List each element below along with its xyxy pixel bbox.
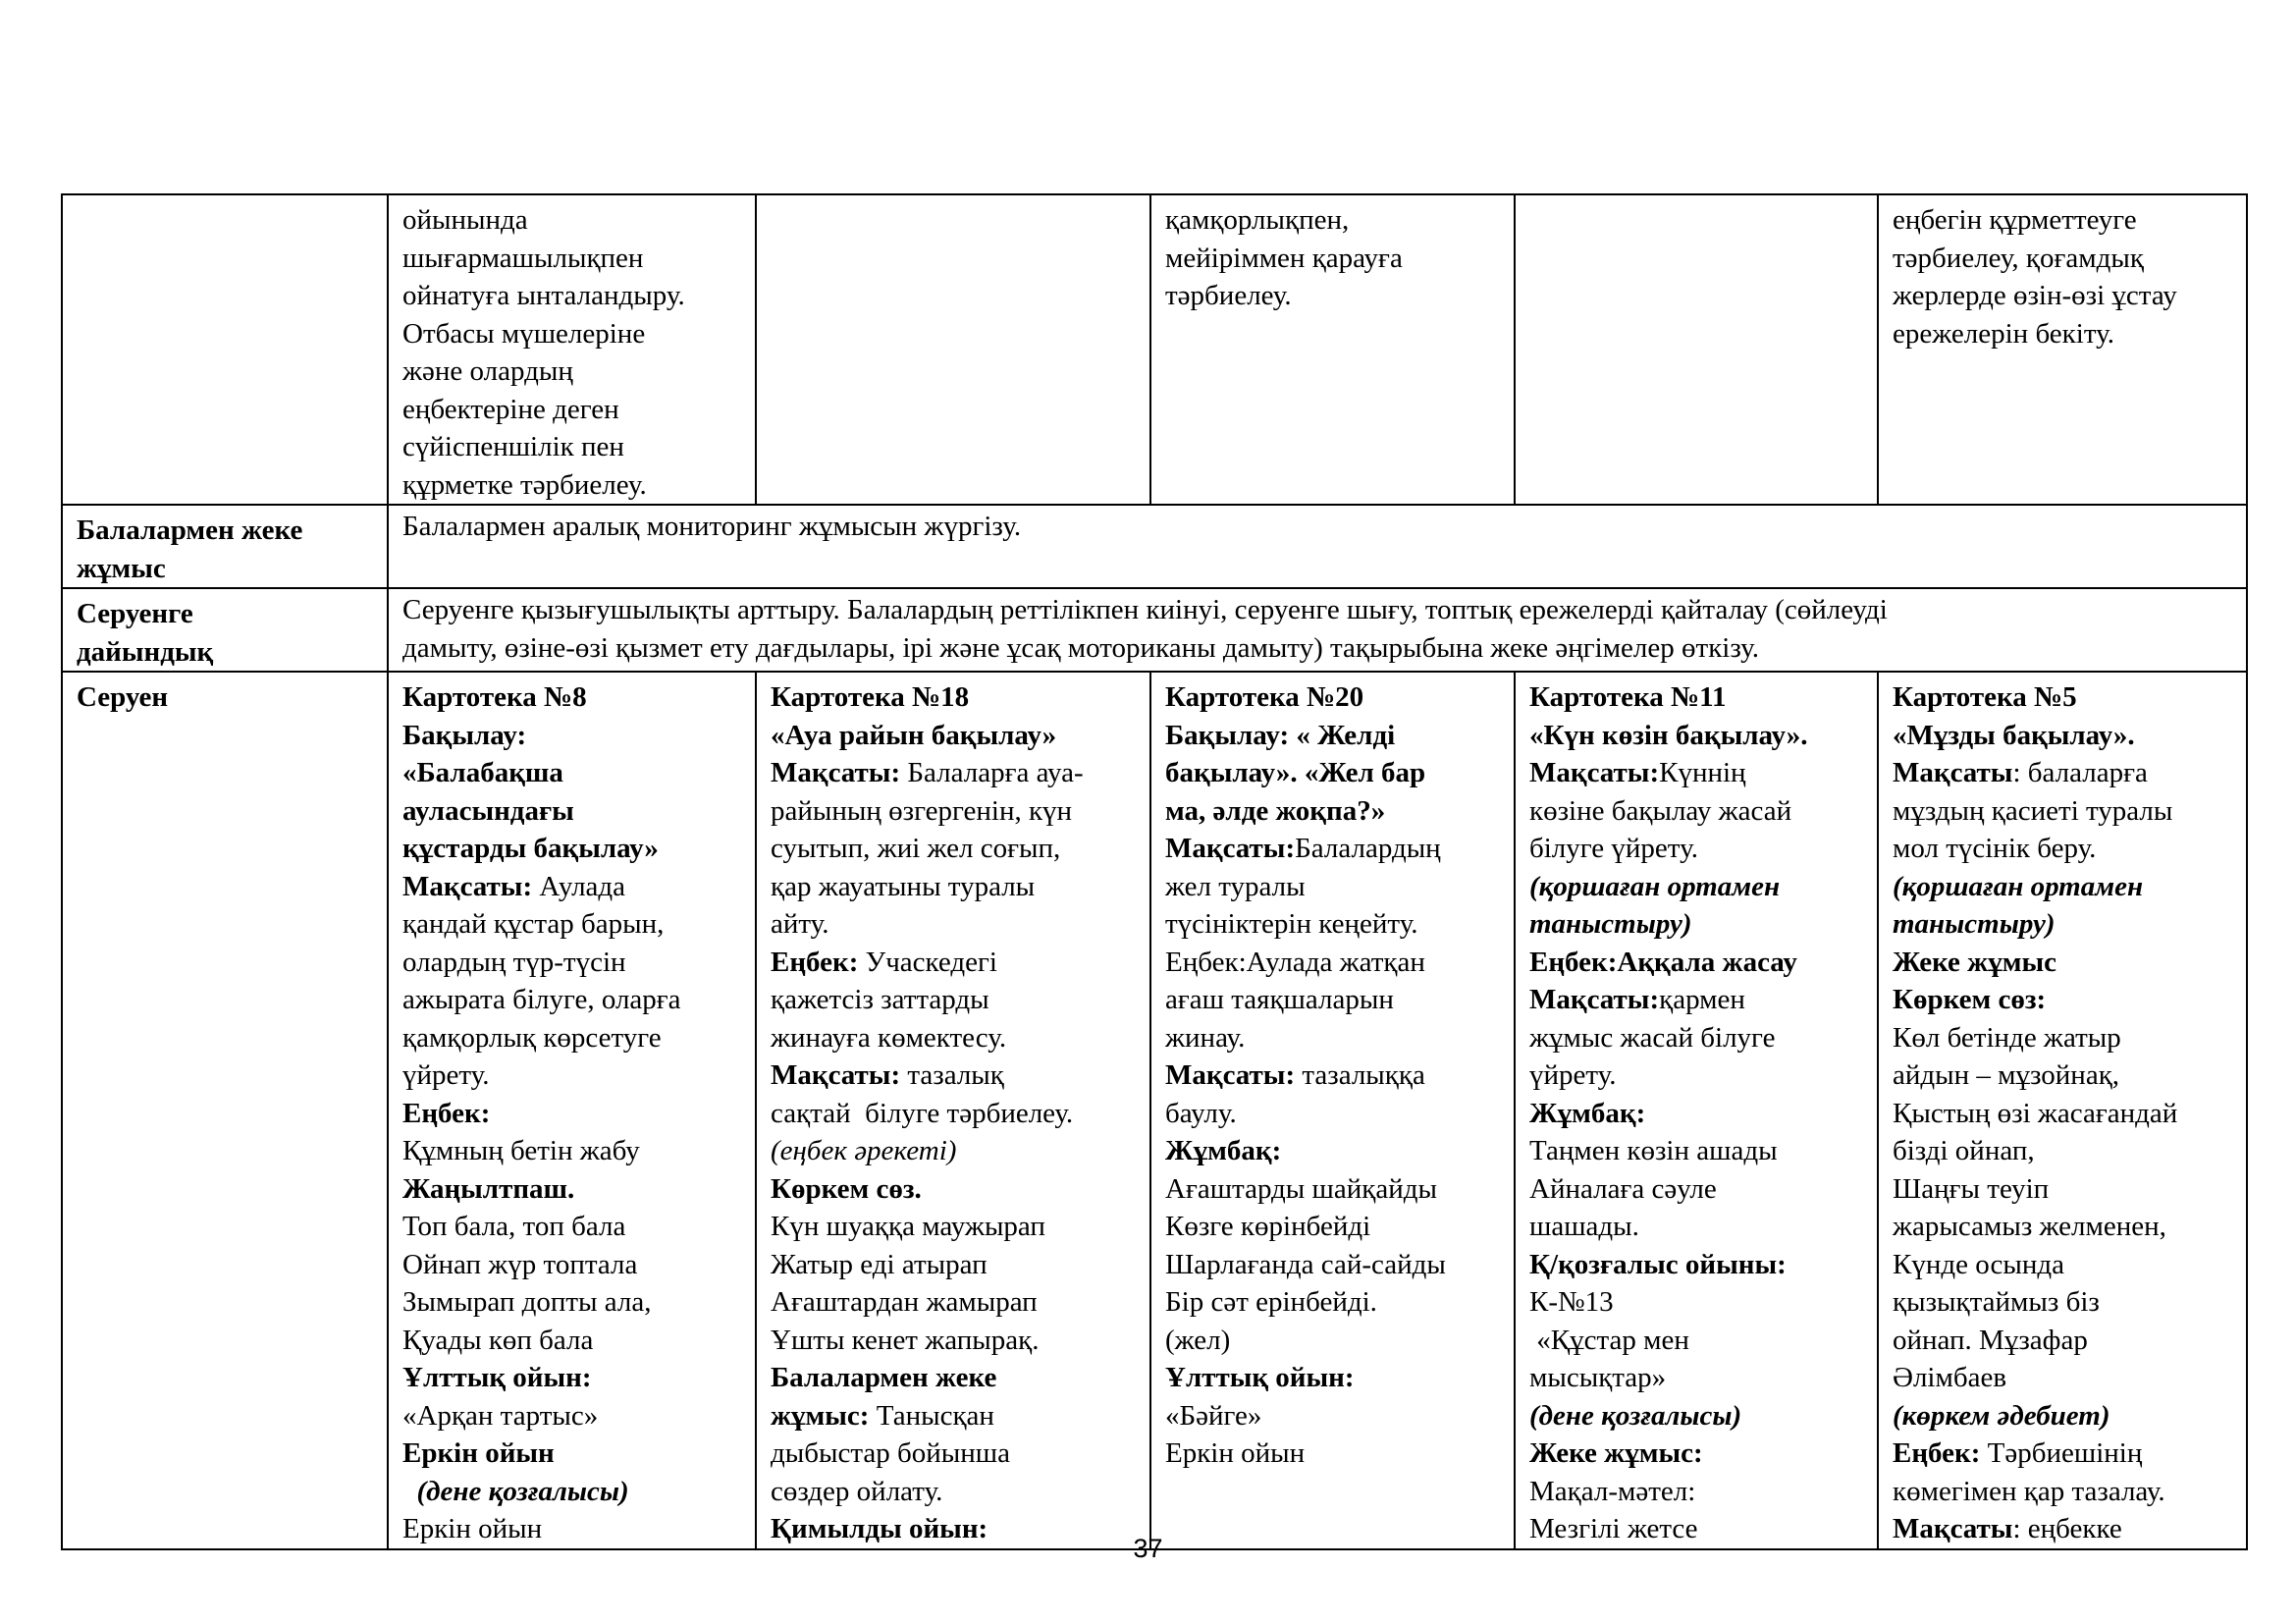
text-line [1893, 1397, 2232, 1435]
text-line [771, 678, 1136, 717]
text-line [1893, 754, 2232, 792]
text-line [1165, 678, 1500, 717]
text-line [1165, 1095, 1500, 1133]
text-run: Мақсаты: [771, 757, 901, 788]
text-line [1893, 1435, 2232, 1473]
walk-cell [1515, 672, 1878, 1549]
text-line [771, 1359, 1136, 1397]
walk-cell [1150, 672, 1515, 1549]
text-run: Мақсаты [1893, 1513, 2013, 1544]
text-run: мол түсінік беру. [1893, 833, 2097, 864]
text-run: жинауға көмектесу. [771, 1021, 1007, 1054]
text-run: «Мұзды бақылау». [1893, 719, 2135, 751]
text-run: ойнап. Мұзафар [1893, 1324, 2088, 1356]
text-line [1529, 830, 1863, 868]
text-line [1529, 868, 1863, 906]
text-line [1529, 792, 1863, 831]
text-line [1529, 1208, 1863, 1246]
text-line [771, 717, 1136, 755]
text-run: Бақылау: « Желді [1165, 719, 1396, 751]
text-run: Балалардың [1295, 833, 1441, 864]
text-run: жинау. [1165, 1021, 1246, 1054]
text-run: райының өзгергенін, күн [771, 794, 1073, 827]
text-line [771, 1246, 1136, 1284]
text-run: Әлімбаев [1893, 1362, 2007, 1393]
text-run: Құмның бетін жабу [402, 1135, 640, 1166]
cell [388, 194, 756, 505]
text-line [1893, 1019, 2232, 1057]
text-line: ойнатуға ынталандыру. [402, 280, 685, 311]
walk-cell [756, 672, 1150, 1549]
text-line [402, 1132, 741, 1170]
text-run: үйрету. [402, 1059, 490, 1091]
text-line [771, 1397, 1136, 1435]
text-line [402, 1056, 741, 1095]
text-line [1893, 830, 2232, 868]
walk-row [62, 672, 2247, 1549]
text-line: еңбектеріне деген [402, 393, 619, 425]
text-line [1893, 905, 2232, 944]
row-content [388, 588, 2247, 672]
text-run: : балаларға [2012, 757, 2148, 788]
text-run: ағаш таяқшаларын [1165, 984, 1394, 1015]
text-run: Мақсаты: [1529, 984, 1660, 1015]
text-run: олардың түр-түсін [402, 946, 626, 978]
text-run: Еңбек: [402, 1097, 491, 1129]
text-run: қамқорлық көрсетуге [402, 1021, 662, 1054]
text-line [1165, 1283, 1500, 1322]
text-run: көмегімен қар тазалау. [1893, 1475, 2165, 1507]
text-run: қызықтаймыз біз [1893, 1286, 2100, 1318]
text-line [402, 1095, 741, 1133]
walk-cell [388, 672, 756, 1549]
text-line [402, 830, 741, 868]
text-run: Таңмен көзін ашады [1529, 1135, 1778, 1166]
text-line [1893, 1473, 2232, 1511]
text-line [771, 981, 1136, 1019]
text-line [1893, 1132, 2232, 1170]
text-run: ауласындағы [402, 794, 574, 827]
text-line [771, 830, 1136, 868]
text-line [771, 1322, 1136, 1360]
text-run: Ойнап жүр топтала [402, 1248, 638, 1280]
text-line: мейіріммен қарауға [1165, 242, 1403, 274]
text-run: К-№13 [1529, 1286, 1614, 1318]
text-line [1893, 1359, 2232, 1397]
text-run: бізді ойнап, [1893, 1135, 2035, 1166]
text-line [771, 792, 1136, 831]
cell [1515, 194, 1878, 505]
text-run: Қ/қозғалыс ойыны: [1529, 1248, 1787, 1280]
text-run: «Арқан тартыс» [402, 1399, 599, 1432]
text-line [1529, 1397, 1863, 1435]
text-line [1529, 1435, 1863, 1473]
text-line [402, 1397, 741, 1435]
text-run: Мақсаты: [1165, 1059, 1296, 1091]
text-run: құстарды бақылау» [402, 833, 659, 864]
text-line [1165, 1359, 1500, 1397]
text-line [402, 1019, 741, 1057]
text-line [402, 944, 741, 982]
text-line [402, 905, 741, 944]
text-line [1529, 1170, 1863, 1209]
text-line [1529, 1283, 1863, 1322]
text-run: қармен [1659, 984, 1745, 1015]
text-line [1165, 792, 1500, 831]
text-run: Мақсаты [1893, 757, 2013, 788]
text-run: Балаларға ауа- [900, 757, 1084, 788]
text-line: Серуенге қызығушылықты арттыру. Балалардың реттілікпен киінуі, серуенге шығу, топтық ережелерді қайталау (сөйлеуді [402, 594, 1888, 625]
text-line [1529, 1095, 1863, 1133]
text-run: көзіне бақылау жасай [1529, 794, 1792, 827]
text-run: : еңбекке [2012, 1513, 2122, 1544]
text-line [1893, 717, 2232, 755]
text-line [402, 1473, 741, 1511]
text-line [771, 1473, 1136, 1511]
text-run: (көркем әдебиет) [1893, 1399, 2110, 1432]
text-run: Айналаға сәуле [1529, 1172, 1717, 1205]
text-run: «Бәйге» [1165, 1399, 1262, 1432]
text-run: тазалыққа [1295, 1059, 1425, 1091]
text-line [1529, 754, 1863, 792]
text-run: Картотека №5 [1893, 681, 2077, 713]
text-run: Еңбек:Аққала жасау [1529, 946, 1797, 978]
text-line [1165, 1170, 1500, 1209]
text-line: құрметке тәрбиелеу. [402, 468, 647, 501]
text-run: Мақсаты: [1529, 757, 1660, 788]
text-run: Ағаштардан жамырап [771, 1286, 1038, 1318]
text-line [1529, 944, 1863, 982]
cell [1150, 194, 1515, 505]
text-line [1165, 1322, 1500, 1360]
text-run: ажырата білуге, оларға [402, 984, 681, 1015]
text-run: түсініктерін кеңейту. [1165, 908, 1418, 940]
text-run: Топ бала, топ бала [402, 1211, 626, 1242]
text-run: Мақсаты: [1165, 833, 1296, 864]
text-line: Балалармен аралық мониторинг жұмысын жүргізу. [402, 511, 1022, 542]
text-run: мысықтар» [1529, 1362, 1667, 1393]
text-run: Ұлттық ойын: [402, 1362, 592, 1393]
text-line [771, 1170, 1136, 1209]
text-run: шашады. [1529, 1211, 1639, 1242]
text-run: Бақылау: [402, 719, 527, 751]
text-line [1529, 1473, 1863, 1511]
text-line [402, 1359, 741, 1397]
text-line [1165, 717, 1500, 755]
text-run: суытып, жиі жел соғып, [771, 833, 1061, 864]
text-line [1529, 981, 1863, 1019]
text-run: ма, әлде жоқпа?» [1165, 794, 1386, 827]
text-run: «Күн көзін бақылау». [1529, 719, 1808, 751]
text-line [402, 1322, 741, 1360]
text-run: сөздер ойлату. [771, 1475, 943, 1507]
text-run: «Ауа райын бақылау» [771, 719, 1057, 751]
text-run: Еркін ойын [402, 1513, 543, 1544]
text-run: Еңбек: [1893, 1437, 1981, 1469]
row-label-empty [62, 194, 388, 505]
text-run: жел туралы [1165, 870, 1306, 902]
text-line [402, 1246, 741, 1284]
text-line [1893, 1322, 2232, 1360]
page-number: 37 [1133, 1534, 1163, 1563]
text-run: мұздың қасиеті туралы [1893, 794, 2173, 827]
text-run: Аулада [532, 870, 626, 902]
text-line [402, 1208, 741, 1246]
text-line [771, 1132, 1136, 1170]
text-run: Күннің [1659, 757, 1746, 788]
text-run: Мақсаты: [771, 1059, 901, 1091]
text-run: (дене қозғалысы) [402, 1475, 629, 1507]
text-line [771, 1019, 1136, 1057]
text-line [1893, 1056, 2232, 1095]
text-line [771, 1283, 1136, 1322]
text-line: дайындық [77, 635, 214, 668]
text-line [1165, 868, 1500, 906]
text-line [402, 1283, 741, 1322]
text-run: Мақал-мәтел: [1529, 1475, 1696, 1507]
text-run: Көркем сөз: [1893, 984, 2047, 1015]
text-run: Жаңылтпаш. [402, 1172, 575, 1205]
text-line [1165, 754, 1500, 792]
text-run: үйрету. [1529, 1059, 1617, 1091]
text-run: Жеке жұмыс: [1529, 1437, 1703, 1469]
text-line [402, 868, 741, 906]
row-label [62, 588, 388, 672]
text-run: Шарлағанда сай-сайды [1165, 1248, 1446, 1280]
text-run: бақылау». «Жел бар [1165, 757, 1426, 788]
text-line [1893, 868, 2232, 906]
text-run: жұмыс: [771, 1399, 870, 1432]
text-run: Еркін ойын [402, 1437, 555, 1469]
text-run: айдын – мұзойнақ, [1893, 1059, 2120, 1091]
text-line [402, 678, 741, 717]
text-run: Бір сәт ерінбейді. [1165, 1286, 1377, 1318]
text-line [771, 754, 1136, 792]
text-line [1165, 981, 1500, 1019]
text-run: Картотека №8 [402, 681, 587, 713]
text-run: қандай құстар барын, [402, 908, 665, 940]
individual-work-row [62, 505, 2247, 588]
text-line [771, 1056, 1136, 1095]
text-run: жарысамыз желменен, [1893, 1211, 2166, 1242]
text-line [1893, 1208, 2232, 1246]
text-line: еңбегін құрметтеуге [1893, 204, 2137, 236]
text-run: қар жауатыны туралы [771, 870, 1036, 902]
walk-cell [1878, 672, 2247, 1549]
text-line: жұмыс [77, 552, 166, 584]
text-line [771, 1095, 1136, 1133]
text-run: «Балабақша [402, 757, 563, 788]
text-line: ойынында [402, 204, 528, 236]
text-line [1165, 905, 1500, 944]
text-line [1165, 1208, 1500, 1246]
text-run: баулу. [1165, 1097, 1237, 1129]
text-line: қамқорлықпен, [1165, 204, 1350, 236]
text-run: Мақсаты: [402, 870, 533, 902]
cell [1878, 194, 2247, 505]
text-run: дыбыстар бойынша [771, 1437, 1010, 1469]
text-run: Балалармен жеке [771, 1362, 997, 1393]
text-line [771, 1435, 1136, 1473]
text-line [1893, 792, 2232, 831]
text-run: Қуады көп бала [402, 1324, 594, 1356]
text-run: Жұмбақ: [1165, 1135, 1282, 1166]
text-line [1893, 1246, 2232, 1284]
text-line [1165, 1397, 1500, 1435]
text-run: Зымырап допты ала, [402, 1286, 652, 1318]
text-run: «Құстар мен [1529, 1324, 1689, 1356]
text-line: Балалармен жеке [77, 514, 303, 546]
text-line [402, 792, 741, 831]
row-label [62, 505, 388, 588]
text-line [1165, 1056, 1500, 1095]
walk-prep-row [62, 588, 2247, 672]
text-line [402, 1435, 741, 1473]
text-run: қажетсіз заттарды [771, 984, 989, 1015]
text-line [1529, 1019, 1863, 1057]
text-run: Еңбек:Аулада жатқан [1165, 946, 1425, 978]
text-line [771, 944, 1136, 982]
text-run: Картотека №20 [1165, 681, 1364, 713]
text-line [1893, 1283, 2232, 1322]
text-run: Қимылды ойын: [771, 1513, 988, 1544]
text-line [402, 717, 741, 755]
text-line: және олардың [402, 355, 573, 387]
text-run: (еңбек әрекеті) [771, 1135, 957, 1166]
text-line [1529, 1246, 1863, 1284]
text-run: Картотека №11 [1529, 681, 1727, 713]
text-run: Ұлттық ойын: [1165, 1362, 1355, 1393]
text-line: тәрбиелеу, қоғамдық [1893, 242, 2144, 274]
text-line [1893, 1170, 2232, 1209]
text-line: дамыту, өзіне-өзі қызмет ету дағдылары, ірі және ұсақ моториканы дамыту) тақырыбына жеке әңгімелер өткізу. [402, 631, 1760, 664]
text-run: Тәрбиешінің [1980, 1437, 2143, 1469]
text-line [1165, 1435, 1500, 1473]
text-run: айту. [771, 908, 829, 940]
text-line [1165, 1132, 1500, 1170]
text-line [1165, 1246, 1500, 1284]
row-content [388, 505, 2247, 588]
continuation-row [62, 194, 2247, 505]
text-run: (дене қозғалысы) [1529, 1399, 1742, 1432]
text-line [1165, 1019, 1500, 1057]
text-line [402, 754, 741, 792]
text-run: тазалық [900, 1059, 1004, 1091]
text-run: білуге үйрету. [1529, 833, 1698, 864]
text-line [1529, 1322, 1863, 1360]
text-run: Күнде осында [1893, 1248, 2064, 1280]
text-run: жұмыс жасай білуге [1529, 1021, 1776, 1054]
text-line: тәрбиелеу. [1165, 280, 1292, 311]
text-run: сақтай білуге тәрбиелеу. [771, 1097, 1074, 1129]
text-run: Көл бетінде жатыр [1893, 1021, 2121, 1054]
text-line [402, 981, 741, 1019]
row-label [62, 672, 388, 1549]
text-line [1529, 1132, 1863, 1170]
text-run: Қыстың өзі жасағандай [1893, 1097, 2178, 1129]
row-label-text: Серуен [77, 681, 169, 713]
text-line [1893, 1095, 2232, 1133]
text-run: Танысқан [869, 1399, 994, 1432]
text-run: (жел) [1165, 1324, 1231, 1356]
text-run: Картотека №18 [771, 681, 970, 713]
text-line [771, 868, 1136, 906]
text-run: Еркін ойын [1165, 1437, 1306, 1469]
text-line [1529, 1056, 1863, 1095]
text-run: Шаңғы теуіп [1893, 1172, 2050, 1205]
text-run: Ұшты кенет жапырақ. [771, 1324, 1040, 1356]
text-line: Отбасы мүшелеріне [402, 317, 646, 350]
text-run: Көркем сөз. [771, 1172, 922, 1205]
text-line: шығармашылықпен [402, 242, 644, 274]
text-line [1165, 944, 1500, 982]
text-run: (қоршаған ортамен [1893, 870, 2144, 902]
text-line [402, 1170, 741, 1209]
text-run: Күн шуаққа маужырап [771, 1211, 1045, 1242]
text-line [1893, 981, 2232, 1019]
text-line: Серуенге [77, 598, 193, 629]
text-line [1529, 1359, 1863, 1397]
text-line [1529, 678, 1863, 717]
text-run: Көзге көрінбейді [1165, 1211, 1371, 1242]
text-run: Жатыр еді атырап [771, 1248, 988, 1280]
text-run: Жеке жұмыс [1893, 946, 2056, 978]
text-run: таныстыру) [1529, 908, 1692, 940]
text-run: Еңбек: [771, 946, 859, 978]
text-run: Мезгілі жетсе [1529, 1513, 1698, 1544]
text-line [1529, 717, 1863, 755]
text-line: сүйіспеншілік пен [402, 431, 624, 462]
text-run: Жұмбақ: [1529, 1097, 1646, 1129]
text-run: таныстыру) [1893, 908, 2056, 940]
text-line [1529, 905, 1863, 944]
text-line: жерлерде өзін-өзі ұстау [1893, 280, 2177, 311]
text-run: Учаскедегі [858, 946, 997, 978]
text-line [771, 1208, 1136, 1246]
text-line [1893, 678, 2232, 717]
text-line [1165, 830, 1500, 868]
cell [756, 194, 1150, 505]
text-run: Ағаштарды шайқайды [1165, 1172, 1437, 1205]
text-line: ережелерін бекіту. [1893, 317, 2114, 350]
plan-table [61, 193, 2248, 1550]
text-line [1893, 944, 2232, 982]
text-run: (қоршаған ортамен [1529, 870, 1781, 902]
text-line [771, 905, 1136, 944]
